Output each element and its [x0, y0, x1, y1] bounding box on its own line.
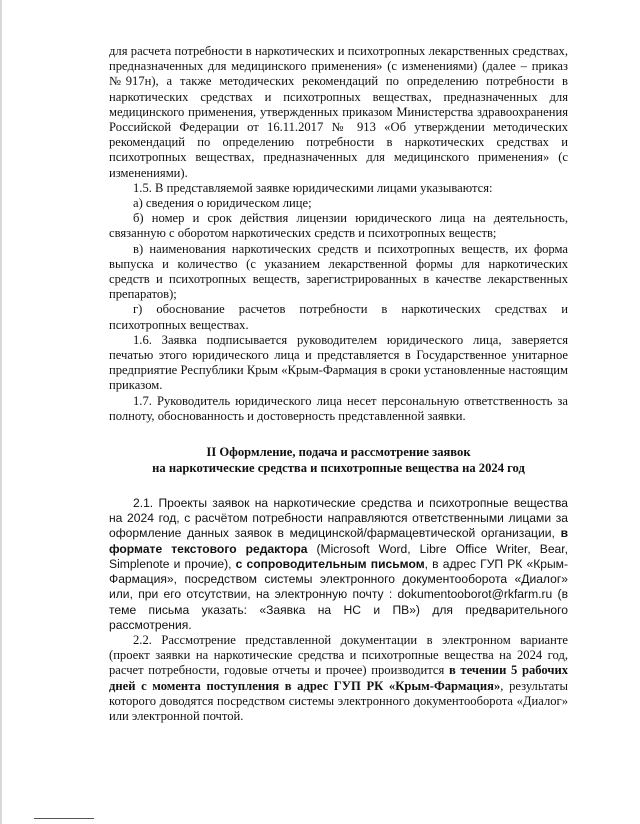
bold-run: с сопроводительным письмом [235, 556, 425, 571]
document-body [109, 44, 568, 724]
bold-run: в течении 5 рабочих дней с момента поступления в адрес ГУП РК «Крым-Фармация» [109, 663, 568, 693]
paragraph-1-5-b: б) номер и срок действия лицензии юридического лица на деятельность, связанную с оборотом наркотических средств и психотропных веществ; [109, 211, 568, 241]
paragraph-2-2 [109, 633, 568, 724]
bold-run: в формате текстового редактора [109, 526, 568, 556]
paragraph-2-1 [109, 496, 568, 633]
paragraph-1-5-a: а) сведения о юридическом лице; [133, 196, 312, 211]
text-run: , в адрес ГУП РК «Крым-Фармация», посредством системы электронного документооборота «Диалог» или, при его отсутствии, на электронную почту : dokumentooborot@rkfarm.ru (в теме письма указать: «Заявка на НС и ПВ») для предварительного рассмотрения. [109, 556, 568, 632]
paragraph-1-5-g: г) обоснование расчетов потребности в наркотических средствах и психотропных веществах. [109, 302, 568, 332]
footnote-rule [34, 818, 94, 819]
scan-edge [0, 0, 2, 824]
paragraph-intro: для расчета потребности в наркотических и психотропных лекарственных средствах, предназначенных для медицинского применения» (с изменениями) (далее – приказ №917н), а также методических рекомендаций по определению потребности в наркотических средствах и психотропных веществах, предназначенных для медицинского применения, утвержденных приказом Министерства здравоохранения Российской Федерации от 16.11.2017 № 913 «Об утверждении методических рекомендаций по определению потребности в наркотических средствах и психотропных веществах, предназначенных для медицинского применения» (с изменениями). [109, 44, 568, 180]
section-heading-line-2: на наркотические средства и психотропные вещества на 2024 год [152, 461, 525, 476]
paragraph-1-7: 1.7. Руководитель юридического лица несет персональную ответственность за полноту, обоснованность и достоверность представленной заявки. [109, 393, 568, 423]
paragraph-1-5: 1.5. В представляемой заявке юридическими лицами указываются: [133, 180, 493, 195]
text-run: 2.1. Проекты заявок на наркотические средства и психотропные вещества на 2024 год, с расчётом потребности направляются ответственными лицами за оформление данных заявок в медицинской/фармацевтической организации, [109, 496, 568, 541]
text-run: (Microsoft Word, Libre Office Writer, Bear, Simplenote и прочие), [109, 541, 568, 571]
paragraph-1-6: 1.6. Заявка подписывается руководителем юридического лица, заверяется печатью этого юридического лица и представляется в Государственное унитарное предприятие Республики Крым «Крым-Фармация в сроки установленные настоящим приказом. [109, 332, 568, 393]
paragraph-1-5-v: в) наименования наркотических средств и психотропных веществ, их форма выпуска и количество (с указанием лекарственной формы для наркотических средств и психотропных веществ, зарегистрированных в качестве лекарственных препаратов); [109, 241, 568, 302]
text-run: , результаты которого доводятся посредством системы электронного документооборота «Диалог» или электронной почтой. [109, 678, 568, 723]
section-heading [109, 444, 568, 476]
section-heading-line-1: II Оформление, подача и рассмотрение заявок [206, 445, 471, 460]
text-run: 2.2. Рассмотрение представленной документации в электронном варианте (проект заявки на наркотические средства и психотропные вещества на 2024 год, расчет потребности, годовые отчеты и прочее) производится [109, 632, 568, 678]
